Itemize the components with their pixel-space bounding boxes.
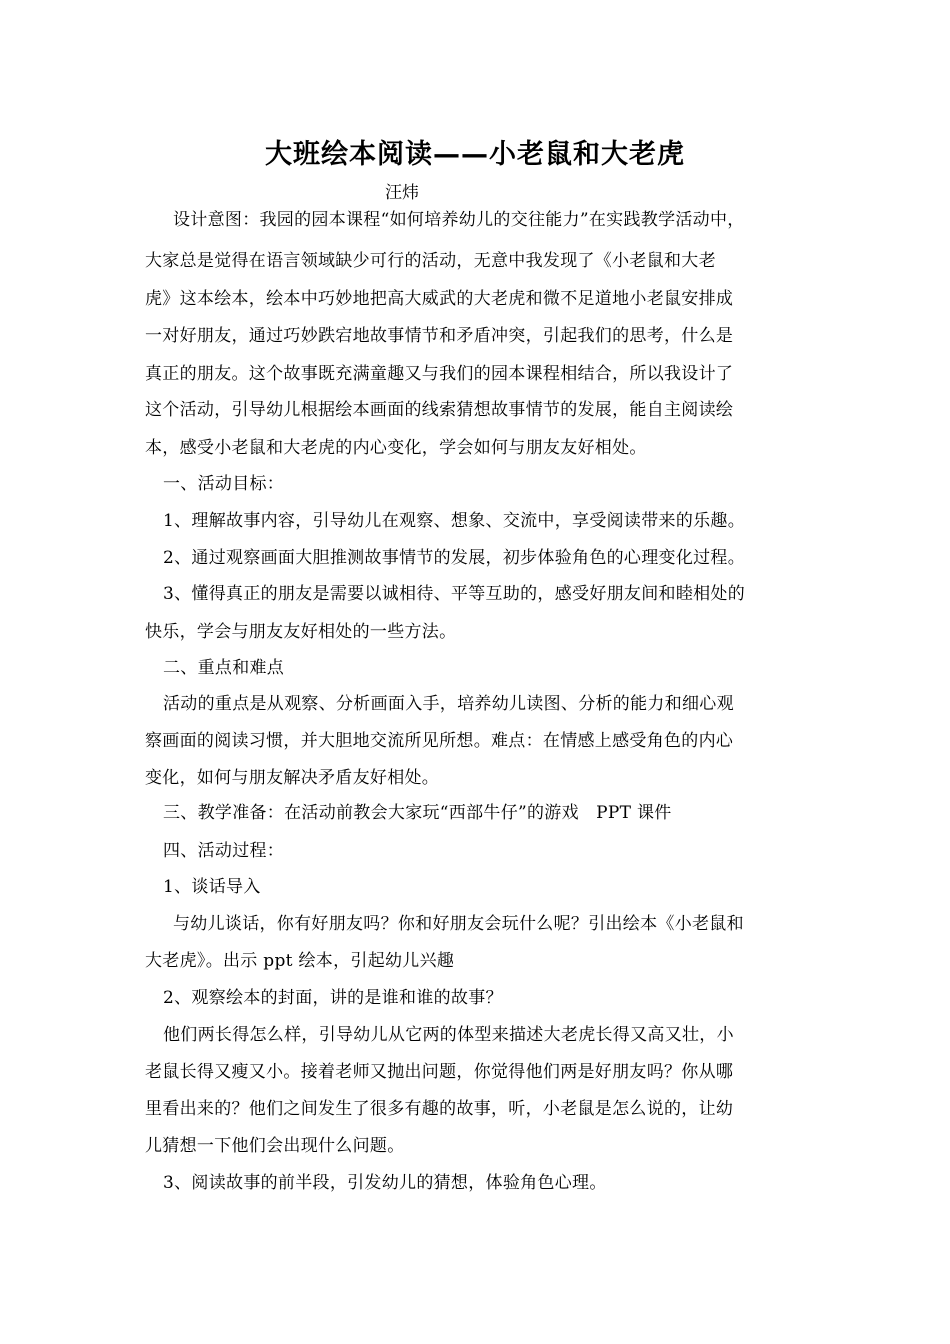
body-line-12: 快乐，学会与朋友友好相处的一些方法。 bbox=[145, 622, 457, 642]
body-line-24: 老鼠长得又瘦又小。接着老师又抛出问题，你觉得他们两是好朋友吗？你从哪 bbox=[145, 1062, 734, 1082]
body-line-15: 察画面的阅读习惯，并大胆地交流所见所想。难点：在情感上感受角色的内心 bbox=[145, 731, 734, 751]
body-line-27: 3、阅读故事的前半段，引发幼儿的猜想，体验角色心理。 bbox=[163, 1173, 607, 1193]
body-line-23: 他们两长得怎么样，引导幼儿从它两的体型来描述大老虎长得又高又壮，小 bbox=[163, 1025, 734, 1045]
body-line-2: 大家总是觉得在语言领域缺少可行的活动，无意中我发现了《小老鼠和大老 bbox=[145, 251, 716, 271]
body-line-13: 二、重点和难点 bbox=[163, 658, 285, 678]
body-line-3: 虎》这本绘本，绘本中巧妙地把高大威武的大老虎和微不足道地小老鼠安排成 bbox=[145, 289, 734, 309]
body-line-21: 大老虎》。出示 ppt 绘本，引起幼儿兴趣 bbox=[145, 951, 455, 971]
body-line-8: 一、活动目标： bbox=[163, 474, 285, 494]
body-line-4: 一对好朋友，通过巧妙跌宕地故事情节和矛盾冲突，引起我们的思考，什么是 bbox=[145, 326, 734, 346]
body-line-17: 三、教学准备：在活动前教会大家玩“西部牛仔”的游戏 PPT 课件 bbox=[163, 803, 672, 823]
document-title: 大班绘本阅读——小老鼠和大老虎 bbox=[265, 139, 685, 170]
body-line-19: 1、谈话导入 bbox=[163, 877, 261, 897]
body-line-9: 1、理解故事内容，引导幼儿在观察、想象、交流中，享受阅读带来的乐趣。 bbox=[163, 511, 746, 531]
body-line-16: 变化，如何与朋友解决矛盾友好相处。 bbox=[145, 768, 440, 788]
body-line-11: 3、懂得真正的朋友是需要以诚相待、平等互助的，感受好朋友间和睦相处的 bbox=[163, 584, 746, 604]
body-line-20: 与幼儿谈话，你有好朋友吗？你和好朋友会玩什么呢？引出绘本《小老鼠和 bbox=[173, 914, 744, 934]
body-line-10: 2、通过观察画面大胆推测故事情节的发展，初步体验角色的心理变化过程。 bbox=[163, 548, 746, 568]
author-name: 汪炜 bbox=[385, 183, 419, 203]
body-line-26: 儿猜想一下他们会出现什么问题。 bbox=[145, 1136, 405, 1156]
body-line-22: 2、观察绘本的封面，讲的是谁和谁的故事？ bbox=[163, 988, 503, 1008]
body-line-18: 四、活动过程： bbox=[163, 841, 285, 861]
body-line-1: 设计意图：我园的园本课程“如何培养幼儿的交往能力”在实践教学活动中， bbox=[173, 210, 745, 230]
body-line-14: 活动的重点是从观察、分析画面入手，培养幼儿读图、分析的能力和细心观 bbox=[163, 694, 734, 714]
body-line-6: 这个活动，引导幼儿根据绘本画面的线索猜想故事情节的发展，能自主阅读绘 bbox=[145, 400, 734, 420]
body-line-25: 里看出来的？他们之间发生了很多有趣的故事，听，小老鼠是怎么说的，让幼 bbox=[145, 1099, 734, 1119]
body-line-5: 真正的朋友。这个故事既充满童趣又与我们的园本课程相结合，所以我设计了 bbox=[145, 364, 734, 384]
body-line-7: 本，感受小老鼠和大老虎的内心变化，学会如何与朋友友好相处。 bbox=[145, 438, 647, 458]
